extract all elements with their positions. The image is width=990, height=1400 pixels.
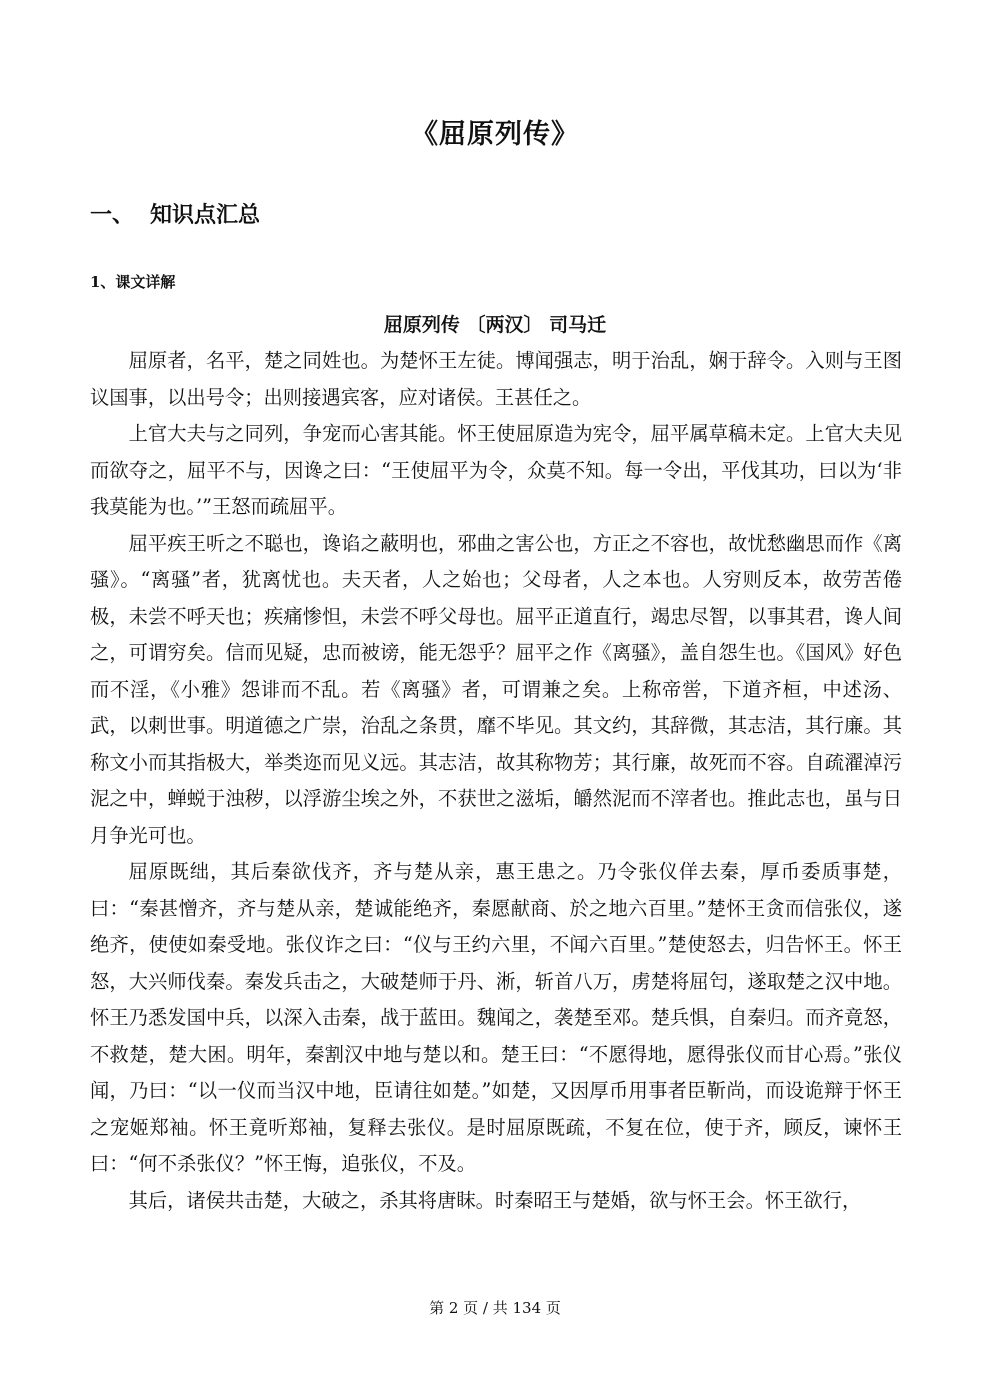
paragraph: 屈原者，名平，楚之同姓也。为楚怀王左徒。博闻强志，明于治乱，娴于辞令。入则与王图议国事，以出号令；出则接遇宾客，应对诸侯。王甚任之。 bbox=[90, 349, 902, 409]
section-heading bbox=[90, 198, 260, 229]
paragraph: 屈原既绌，其后秦欲伐齐，齐与楚从亲，惠王患之。乃令张仪佯去秦，厚币委质事楚，曰：“秦甚憎齐，齐与楚从亲，楚诚能绝齐，秦愿献商、於之地六百里。”楚怀王贪而信张仪，遂绝齐，使使如秦受地。张仪诈之曰：“仪与王约六里，不闻六百里。”楚使怒去，归告怀王。怀王怒，大兴师伐秦。秦发兵击之，大破楚师于丹、淅，斩首八万，虏楚将屈匄，遂取楚之汉中地。怀王乃悉发国中兵，以深入击秦，战于蓝田。魏闻之，袭楚至邓。楚兵惧，自秦归。而齐竟怒，不救楚，楚大困。明年，秦割汉中地与楚以和。楚王曰：“不愿得地，愿得张仪而甘心焉。”张仪闻，乃曰：“以一仪而当汉中地，臣请往如楚。”如楚，又因厚币用事者臣靳尚，而设诡辩于怀王之宠姬郑袖。怀王竟听郑袖，复释去张仪。是时屈原既疏，不复在位，使于齐，顾反，谏怀王曰：“何不杀张仪？”怀王悔，追张仪，不及。 bbox=[90, 860, 902, 1175]
paragraph: 屈平疾王听之不聪也，谗谄之蔽明也，邪曲之害公也，方正之不容也，故忧愁幽思而作《离骚》。“离骚”者，犹离忧也。夫天者，人之始也；父母者，人之本也。人穷则反本，故劳苦倦极，未尝不呼天也；疾痛惨怛，未尝不呼父母也。屈平正道直行，竭忠尽智，以事其君，谗人间之，可谓穷矣。信而见疑，忠而被谤，能无怨乎？屈平之作《离骚》，盖自怨生也。《国风》好色而不淫，《小雅》怨诽而不乱。若《离骚》者，可谓兼之矣。上称帝喾，下道齐桓，中述汤、武，以刺世事。明道德之广崇，治乱之条贯，靡不毕见。其文约，其辞微，其志洁，其行廉。其称文小而其指极大，举类迩而见义远。其志洁，故其称物芳；其行廉，故死而不容。自疏濯淖污泥之中，蝉蜕于浊秽，以浮游尘埃之外，不获世之滋垢，皭然泥而不滓者也。推此志也，虽与日月争光可也。 bbox=[90, 531, 902, 847]
subsection-heading: 1、课文详解 bbox=[90, 273, 176, 291]
text-title: 屈原列传 〔两汉〕 司马迁 bbox=[383, 314, 607, 336]
section-label: 知识点汇总 bbox=[150, 203, 261, 228]
body-text bbox=[90, 343, 902, 1219]
page-footer: 第 2 页 / 共 134 页 bbox=[429, 1299, 561, 1317]
paragraph: 上官大夫与之同列，争宠而心害其能。怀王使屈原造为宪令，屈平属草稿未定。上官大夫见而欲夺之，屈平不与，因谗之曰：“王使屈平为令，众莫不知。每一令出，平伐其功，曰以为‘非我莫能为也。’”王怒而疏屈平。 bbox=[90, 422, 902, 518]
document-title: 《屈原列传》 bbox=[411, 119, 579, 150]
section-number: 一、 bbox=[90, 203, 135, 228]
paragraph: 其后，诸侯共击楚，大破之，杀其将唐眜。时秦昭王与楚婚，欲与怀王会。怀王欲行， bbox=[128, 1188, 862, 1212]
